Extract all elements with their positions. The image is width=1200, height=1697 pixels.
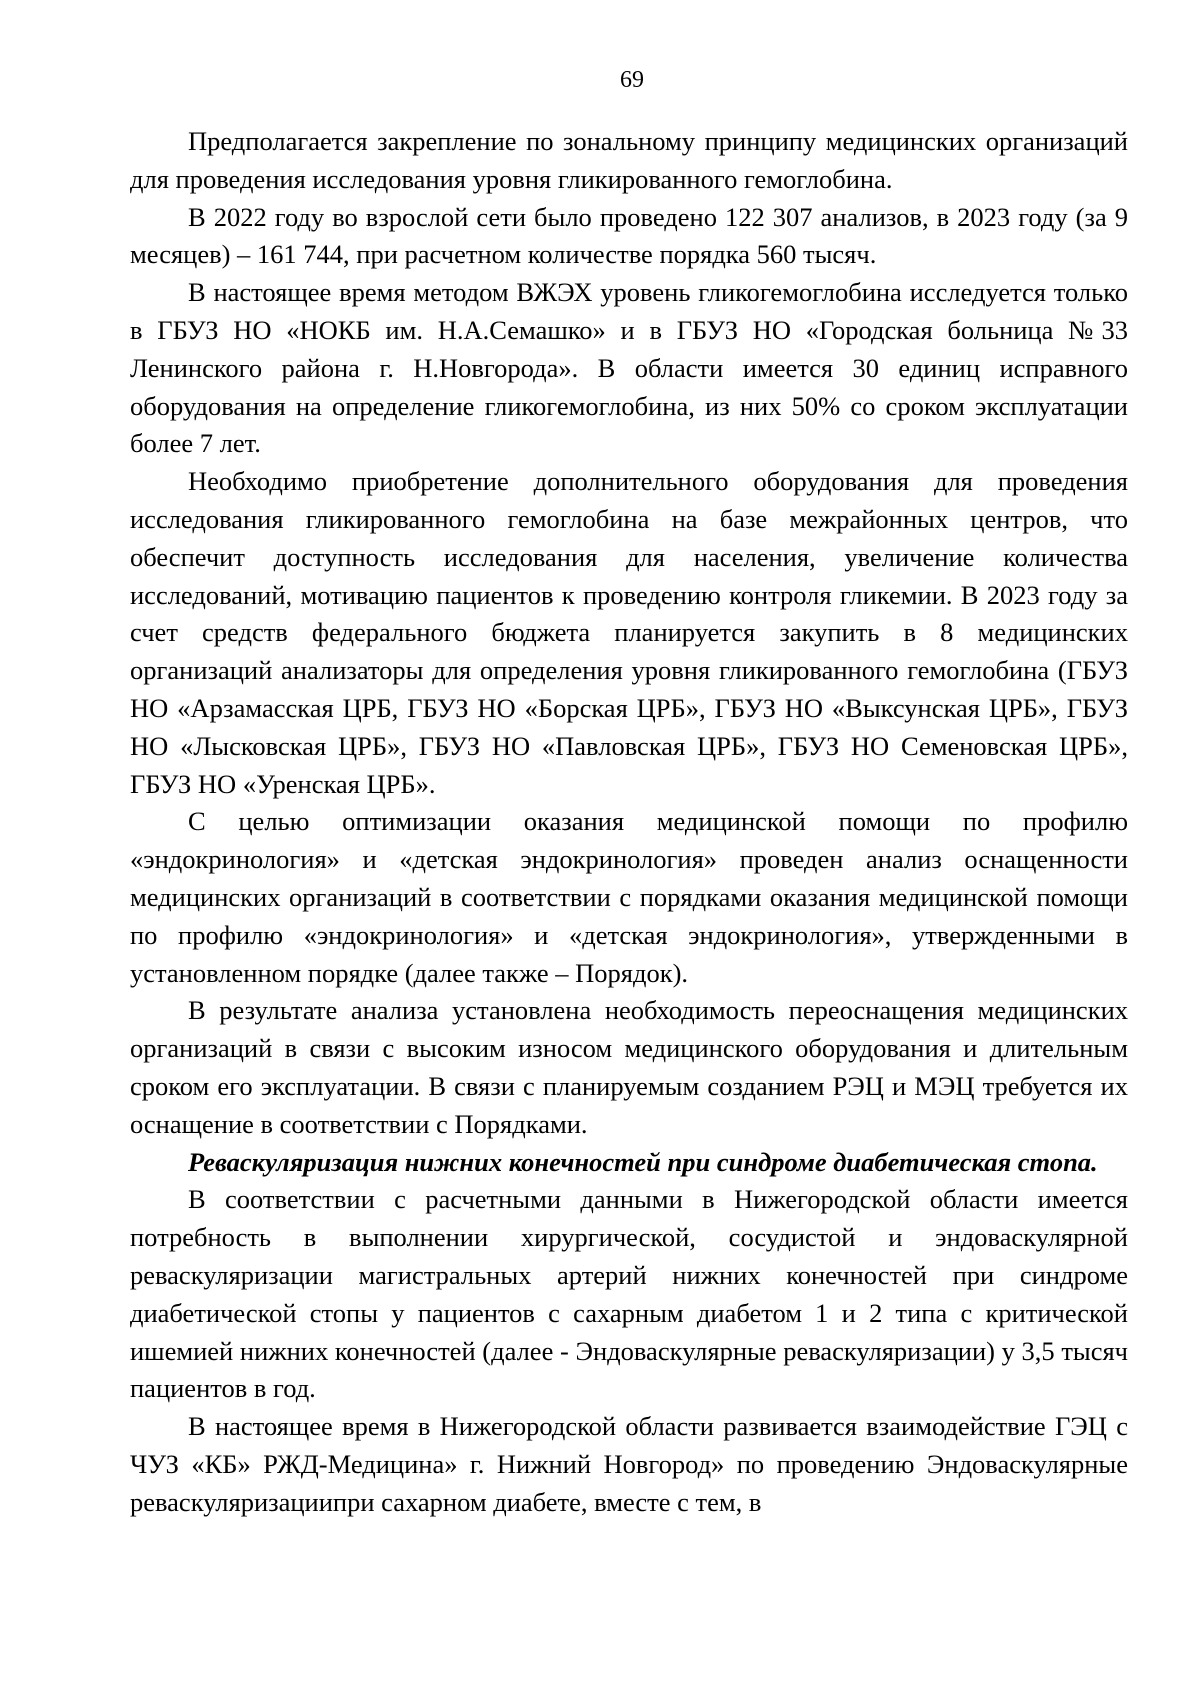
paragraph: В соответствии с расчетными данными в Нижегородской области имеется потребность в выполнении хирургической, сосудистой и эндоваскулярной реваскуляризации магистральных артерий нижних конечностей при синдроме диабетической стопы у пациентов с сахарным диабетом 1 и 2 типа с критической ишемией нижних конечностей (далее - Эндоваскулярные реваскуляризации) у 3,5 тысяч пациентов в год. (130, 1184, 1128, 1404)
paragraph: В настоящее время методом ВЖЭХ уровень гликогемоглобина исследуется только в ГБУЗ НО «НОКБ им. Н.А.Семашко» и в ГБУЗ НО «Городская больница №33 Ленинского района г. Н.Новгорода». В области имеется 30 единиц исправного оборудования на определение гликогемоглобина, из них 50% со сроком эксплуатации более 7 лет. (130, 277, 1128, 459)
paragraph: Предполагается закрепление по зональному принципу медицинских организаций для проведения исследования уровня гликированного гемоглобина. (130, 126, 1128, 194)
paragraph: В 2022 году во взрослой сети было проведено 122 307 анализов, в 2023 году (за 9 месяцев) – 161 744, при расчетном количестве порядка 560 тысяч. (130, 201, 1128, 270)
paragraph: В настоящее время в Нижегородской области развивается взаимодействие ГЭЦ с ЧУЗ «КБ» РЖД-Медицина» г. Нижний Новгород» по проведению Эндоваскулярные реваскуляризациипри сахарном диабете, вместе с тем, в (130, 1411, 1128, 1517)
document-body (130, 123, 1128, 1521)
page-number: 69 (620, 67, 644, 93)
paragraph: С целью оптимизации оказания медицинской помощи по профилю «эндокринология» и «детская эндокринология» проведен анализ оснащенности медицинских организаций в соответствии с порядками оказания медицинской помощи по профилю «эндокринология» и «детская эндокринология», утвержденными в установленном порядке (далее также – Порядок). (130, 806, 1128, 988)
paragraph: Необходимо приобретение дополнительного оборудования для проведения исследования гликированного гемоглобина на базе межрайонных центров, что обеспечит доступность исследования для населения, увеличение количества исследований, мотивацию пациентов к проведению контроля гликемии. В 2023 году за счет средств федерального бюджета планируется закупить в 8 медицинских организаций анализаторы для определения уровня гликированного гемоглобина (ГБУЗ НО «Арзамасская ЦРБ, ГБУЗ НО «Борская ЦРБ», ГБУЗ НО «Выксунская ЦРБ», ГБУЗ НО «Лысковская ЦРБ», ГБУЗ НО «Павловская ЦРБ», ГБУЗ НО Семеновская ЦРБ», ГБУЗ НО «Уренская ЦРБ». (130, 466, 1128, 799)
paragraph: В результате анализа установлена необходимость переоснащения медицинских организаций в связи с высоким износом медицинского оборудования и длительным сроком его эксплуатации. В связи с планируемым созданием РЭЦ и МЭЦ требуется их оснащение в соответствии с Порядками. (130, 995, 1128, 1139)
section-heading: Реваскуляризация нижних конечностей при синдроме диабетическая стопа. (188, 1146, 1098, 1177)
